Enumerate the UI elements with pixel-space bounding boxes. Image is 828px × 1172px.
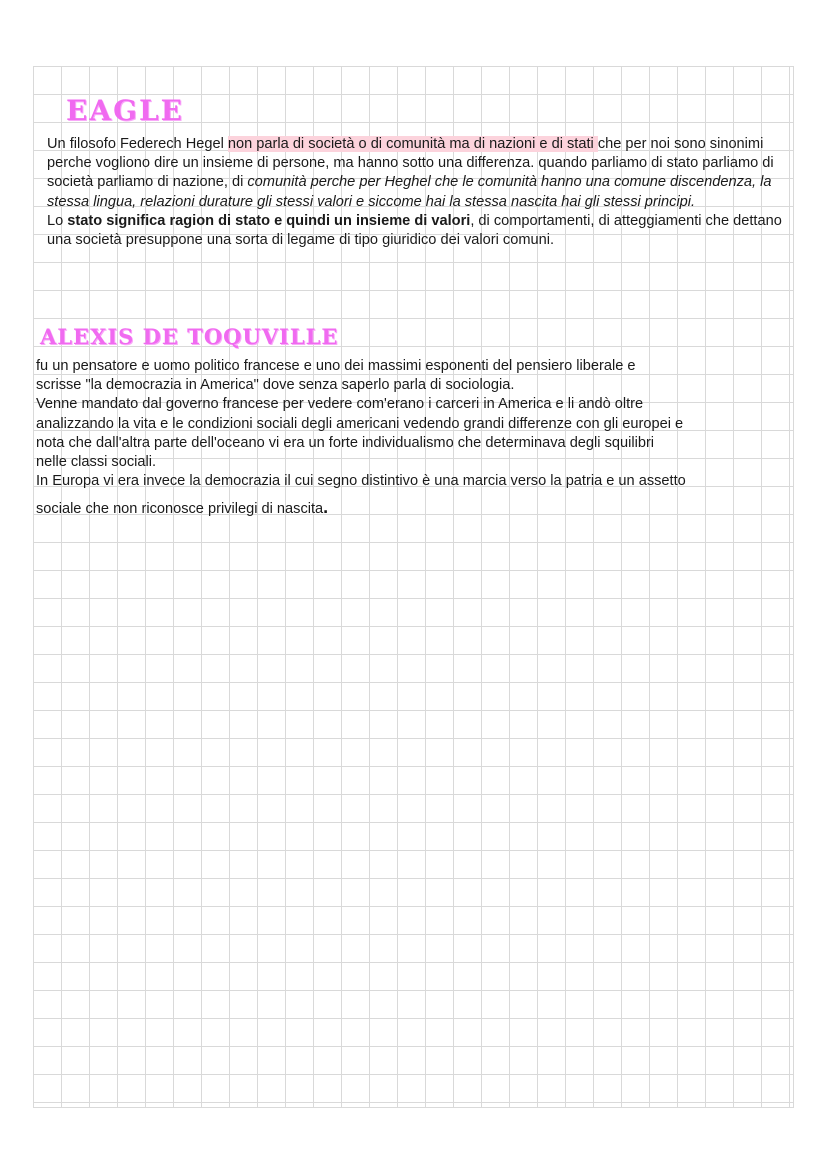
alexis-line: scrisse "la democrazia in America" dove senza saperlo parla di sociologia. xyxy=(36,377,515,394)
alexis-line: nota che dall'altra parte dell'oceano vi era un forte individualismo che determinava degli squilibri xyxy=(36,434,655,451)
eagle-p1-italic: comunità perche per Heghel che le comunità hanno una comune discendenza, la stessa lingua, relazioni durature gli stessi valori e siccome hai la stessa nascita hai gli stessi principi. xyxy=(47,174,772,210)
section-eagle-text xyxy=(47,135,807,250)
eagle-paragraph-1 xyxy=(47,135,807,212)
alexis-last-text: sociale che non riconosce privilegi di nascita xyxy=(36,501,324,518)
heading-eagle: EAGLE xyxy=(66,94,185,127)
alexis-line: Venne mandato dal governo francese per vedere com'erano i carceri in America e li andò oltre xyxy=(36,396,644,413)
alexis-line: analizzando la vita e le condizioni sociali degli americani vedendo grandi differenze con gli europei e xyxy=(36,415,684,432)
eagle-p2-intro: Lo xyxy=(47,212,68,229)
eagle-p2-body: , di comportamenti, di atteggiamenti che dettano una società presuppone una sorta di legame di tipo giuridico dei valori comuni. xyxy=(47,212,782,249)
heading-alexis-de-toquville: ALEXIS DE TOQUVILLE xyxy=(40,324,339,349)
eagle-paragraph-2 xyxy=(47,212,807,250)
alexis-line: nelle classi sociali. xyxy=(36,454,157,471)
eagle-p1-body: che per noi sono sinonimi perche vogliono dire un insieme di persone, ma hanno sotto una differenza. quando parliamo di stato parliamo di società parliamo di nazione, di xyxy=(47,136,774,191)
eagle-p1-highlight: non parla di società o di comunità ma di nazioni e di stati xyxy=(227,136,598,152)
alexis-line-last xyxy=(36,498,776,519)
alexis-final-period: . xyxy=(323,497,329,518)
section-alexis-text xyxy=(36,357,776,520)
alexis-line: fu un pensatore e uomo politico francese e uno dei massimi esponenti del pensiero liberale e xyxy=(36,358,636,374)
alexis-line: In Europa vi era invece la democrazia il cui segno distintivo è una marcia verso la patria e un assetto xyxy=(36,473,686,490)
eagle-p1-intro: Un filosofo Federech Hegel xyxy=(47,136,228,152)
eagle-p2-bold: stato significa ragion di stato e quindi un insieme di valori xyxy=(67,212,471,229)
